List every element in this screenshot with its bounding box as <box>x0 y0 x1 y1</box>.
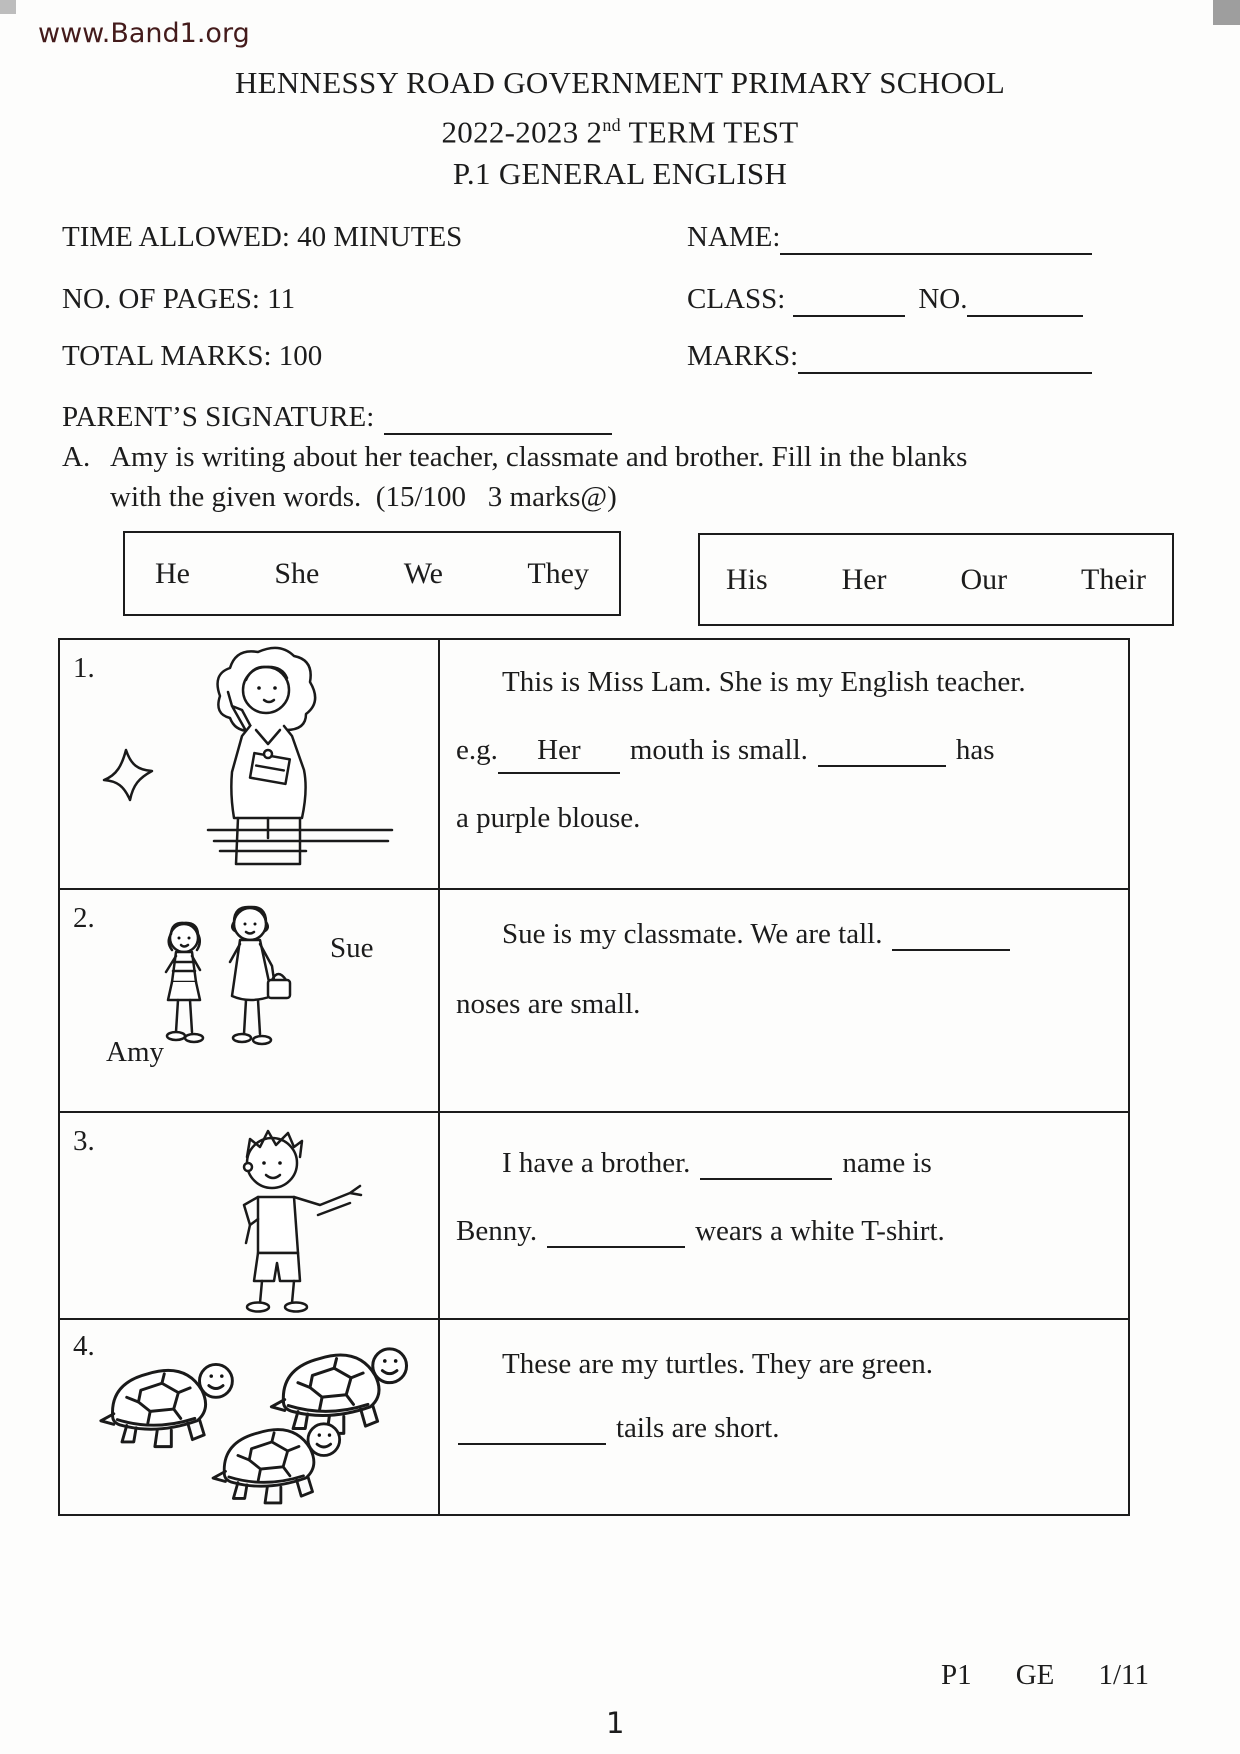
watermark-text: www.Band1.org <box>38 18 250 49</box>
exercise-row-2 <box>60 888 1128 1111</box>
class-label: CLASS: <box>687 283 786 315</box>
turtle-icon <box>271 1349 406 1433</box>
word-box-subject-pronouns <box>123 531 621 616</box>
exercise-row-1 <box>60 640 1128 888</box>
scan-artifact-top-right <box>1213 0 1240 25</box>
row-1-number: 1. <box>73 652 95 684</box>
eg-label: e.g. <box>456 734 498 766</box>
school-name: HENNESSY ROAD GOVERNMENT PRIMARY SCHOOL <box>234 65 1006 100</box>
no-of-pages-label: NO. OF PAGES: 11 <box>62 283 296 315</box>
name-label: NAME: <box>687 221 781 253</box>
scan-artifact-top-left <box>0 0 16 14</box>
name-input-line[interactable] <box>780 229 1092 255</box>
row-1-sentence-2-end: has <box>955 734 995 766</box>
time-allowed-label: TIME ALLOWED: 40 MINUTES <box>62 221 463 253</box>
sue-label: Sue <box>330 932 374 964</box>
star-shape-icon <box>104 750 152 800</box>
turtles-illustration <box>60 1320 438 1512</box>
row-3-sentence-2-end: wears a white T-shirt. <box>695 1215 945 1247</box>
row-3-sentence-1 <box>502 1147 932 1180</box>
row-1-image-cell <box>60 640 440 888</box>
row-4-sentence-2-text: tails are short. <box>616 1412 780 1444</box>
word-option-he: He <box>155 556 190 590</box>
row-2-sentence-1-text: Sue is my classmate. We are tall. <box>502 918 883 950</box>
parent-signature-field <box>62 401 612 435</box>
term-suffix: TERM TEST <box>620 114 799 150</box>
class-input-line[interactable] <box>793 291 905 317</box>
word-option-they: They <box>527 556 589 590</box>
row-4-text-cell <box>440 1320 1128 1514</box>
total-marks-label: TOTAL MARKS: 100 <box>62 340 323 372</box>
word-option-her: Her <box>841 562 887 596</box>
row-4-sentence-1: These are my turtles. They are green. <box>502 1348 934 1380</box>
example-answer-text: Her <box>537 734 581 766</box>
example-answer-blank <box>498 734 620 774</box>
name-field <box>687 221 1092 255</box>
paper-header <box>0 62 1240 195</box>
exercise-row-3 <box>60 1111 1128 1318</box>
row-3-sentence-2 <box>456 1215 945 1248</box>
footer-page-fraction: 1/11 <box>1098 1659 1149 1691</box>
parent-signature-line[interactable] <box>384 409 612 435</box>
answer-blank-row1[interactable] <box>818 743 946 767</box>
word-option-we: We <box>403 556 443 590</box>
marks-field <box>687 340 1092 374</box>
row-4-image-cell <box>60 1320 440 1514</box>
row-1-sentence-1: This is Miss Lam. She is my English teacher. <box>502 666 1026 698</box>
row-4-number: 4. <box>73 1330 95 1362</box>
exercise-table <box>58 638 1130 1516</box>
answer-blank-row4[interactable] <box>458 1421 606 1445</box>
row-3-sentence-1-end: name is <box>842 1147 932 1179</box>
footer-page-code <box>941 1659 1149 1692</box>
page-number: 1 <box>606 1706 625 1740</box>
row-4-sentence-2 <box>456 1412 779 1445</box>
word-option-our: Our <box>960 562 1008 596</box>
row-1-sentence-2-mid: mouth is small. <box>629 734 808 766</box>
section-a-label: A. <box>62 441 91 473</box>
answer-blank-row3-b[interactable] <box>547 1224 685 1248</box>
class-no-field <box>687 283 1083 317</box>
paper-title: P.1 GENERAL ENGLISH <box>452 156 788 192</box>
row-3-sentence-1-start: I have a brother. <box>502 1147 691 1179</box>
turtle-icon <box>101 1364 232 1446</box>
answer-blank-row3-a[interactable] <box>700 1156 832 1180</box>
term-prefix: 2022-2023 2 <box>441 114 603 150</box>
term-ordinal: nd <box>602 115 621 135</box>
section-a-instruction-1: Amy is writing about her teacher, classmate and brother. Fill in the blanks <box>110 441 968 473</box>
row-2-image-cell <box>60 890 440 1111</box>
teacher-illustration <box>60 640 438 886</box>
row-2-sentence-2: noses are small. <box>456 988 641 1020</box>
footer-subject-code: GE <box>1015 1659 1055 1691</box>
word-box-possessive-adjectives <box>698 533 1174 626</box>
amy-label: Amy <box>106 1036 164 1068</box>
row-3-text-cell <box>440 1113 1128 1318</box>
boy-illustration <box>200 1119 410 1315</box>
answer-blank-row2[interactable] <box>892 927 1010 951</box>
row-1-sentence-3: a purple blouse. <box>456 802 641 834</box>
row-2-text-cell <box>440 890 1128 1111</box>
no-label: NO. <box>918 283 968 315</box>
marks-label: MARKS: <box>687 340 799 372</box>
turtle-icon <box>213 1424 340 1503</box>
word-option-his: His <box>726 562 768 596</box>
row-3-sentence-2-start: Benny. <box>456 1215 538 1247</box>
exercise-row-4 <box>60 1318 1128 1514</box>
term-title <box>0 104 1240 153</box>
row-2-number: 2. <box>73 902 95 934</box>
no-input-line[interactable] <box>967 291 1083 317</box>
section-a-instruction-2: with the given words. (15/100 3 marks@) <box>110 481 617 513</box>
row-2-sentence-1 <box>502 918 1020 951</box>
row-3-image-cell <box>60 1113 440 1318</box>
row-3-number: 3. <box>73 1125 95 1157</box>
footer-paper-code: P1 <box>941 1659 972 1691</box>
word-option-she: She <box>274 556 320 590</box>
parent-signature-label: PARENT’S SIGNATURE: <box>62 401 375 433</box>
marks-input-line[interactable] <box>798 348 1092 374</box>
girls-illustration <box>140 892 370 1108</box>
row-1-text-cell <box>440 640 1128 888</box>
word-option-their: Their <box>1081 562 1146 596</box>
row-1-sentence-2 <box>456 734 995 774</box>
